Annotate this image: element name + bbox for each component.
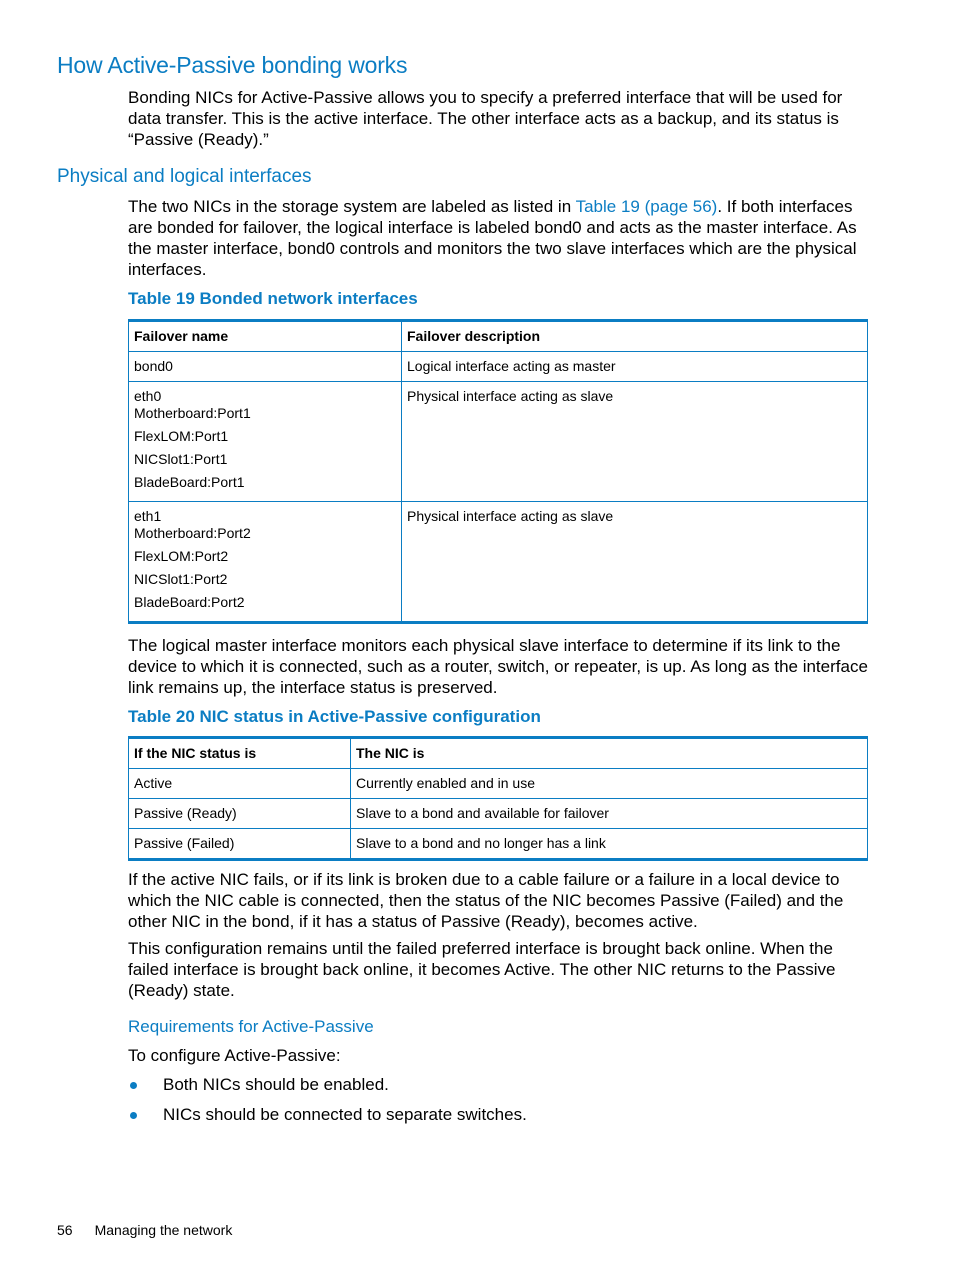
port-name: NICSlot1:Port2: [134, 571, 228, 587]
failover-name-cell: [129, 502, 402, 623]
failover-description-cell: Logical interface acting as master: [402, 352, 868, 382]
table-row: [129, 502, 868, 623]
nic-meaning-cell: Slave to a bond and no longer has a link: [351, 829, 868, 860]
table-header-row: [129, 321, 868, 352]
failover-name-cell: [129, 382, 402, 502]
header-failover-name: Failover name: [129, 321, 402, 352]
requirements-list: [128, 1074, 527, 1134]
master-monitor-paragraph: The logical master interface monitors each physical slave interface to determine if its link to the device to which it is connected, such as a router, switch, or repeater, is up. As long as the interface link remains up, the interface status is preserved.: [128, 636, 868, 697]
port-name: Motherboard:Port2: [134, 525, 251, 541]
interfaces-text-after: . If both interfaces are bonded for failover, the logical interface is labeled bond0 and acts as the master interface. As the master interface, bond0 controls and monitors the two slave interfaces which are the physical interfaces.: [128, 197, 857, 279]
table-header-row: [129, 738, 868, 769]
failover-name-cell: [129, 352, 402, 382]
failover-description-cell: Physical interface acting as slave: [402, 382, 868, 502]
nic-status-cell: Passive (Ready): [129, 799, 351, 829]
interfaces-text-before: The two NICs in the storage system are labeled as listed in: [128, 197, 576, 216]
port-name: FlexLOM:Port2: [134, 548, 229, 564]
bullet-icon: [130, 1082, 137, 1089]
port-name: Motherboard:Port1: [134, 405, 251, 421]
table-20-title: Table 20 NIC status in Active-Passive configuration: [128, 707, 541, 726]
failover-description-cell: Physical interface acting as slave: [402, 502, 868, 623]
failover-paragraph: If the active NIC fails, or if its link is broken due to a cable failure or a failure in a local device to which the NIC cable is connected, then the status of the NIC becomes Passive (Failed) and the other NIC in the bond, if it has a status of Passive (Ready), becomes active.: [128, 870, 844, 931]
nic-meaning-cell: Currently enabled and in use: [351, 769, 868, 799]
requirements-title: Requirements for Active-Passive: [128, 1017, 374, 1036]
header-nic-is: The NIC is: [351, 738, 868, 769]
table-row: [129, 382, 868, 502]
chapter-title: Managing the network: [94, 1222, 233, 1238]
port-name: FlexLOM:Port1: [134, 428, 229, 444]
interface-name: eth0: [134, 388, 162, 404]
header-failover-description: Failover description: [402, 321, 868, 352]
table-row: [129, 799, 868, 829]
section-title: How Active-Passive bonding works: [57, 52, 408, 78]
nic-status-cell: Active: [129, 769, 351, 799]
interfaces-paragraph: [128, 196, 872, 280]
interface-name: eth1: [134, 508, 162, 524]
nic-status-table: [128, 736, 868, 861]
subsection-title: Physical and logical interfaces: [57, 166, 312, 187]
table-row: [129, 352, 868, 382]
list-item: [128, 1074, 527, 1104]
port-name: BladeBoard:Port1: [134, 474, 245, 490]
port-name: BladeBoard:Port2: [134, 594, 245, 610]
table-row: [129, 769, 868, 799]
page-footer: [57, 1222, 232, 1238]
configuration-paragraph: This configuration remains until the failed preferred interface is brought back online. When the failed interface is brought back online, it becomes Active. The other NIC returns to the Passive (Ready) state.: [128, 939, 836, 1000]
page-number: 56: [57, 1222, 73, 1238]
intro-paragraph: Bonding NICs for Active-Passive allows you to specify a preferred interface that will be used for data transfer. This is the active interface. The other interface acts as a backup, and its status is “Passive (Ready).”: [128, 88, 843, 149]
table-19-link[interactable]: Table 19 (page 56): [575, 197, 718, 216]
interface-name: bond0: [134, 358, 173, 374]
nic-meaning-cell: Slave to a bond and available for failover: [351, 799, 868, 829]
header-nic-status: If the NIC status is: [129, 738, 351, 769]
nic-status-cell: Passive (Failed): [129, 829, 351, 860]
port-name: NICSlot1:Port1: [134, 451, 228, 467]
requirements-lead: To configure Active-Passive:: [128, 1046, 341, 1065]
bonded-interfaces-table: [128, 319, 868, 624]
table-row: [129, 829, 868, 860]
list-item: [128, 1104, 527, 1134]
list-item-text: Both NICs should be enabled.: [163, 1075, 389, 1094]
bullet-icon: [130, 1112, 137, 1119]
table-19-title: Table 19 Bonded network interfaces: [128, 289, 418, 308]
list-item-text: NICs should be connected to separate switches.: [163, 1105, 527, 1124]
